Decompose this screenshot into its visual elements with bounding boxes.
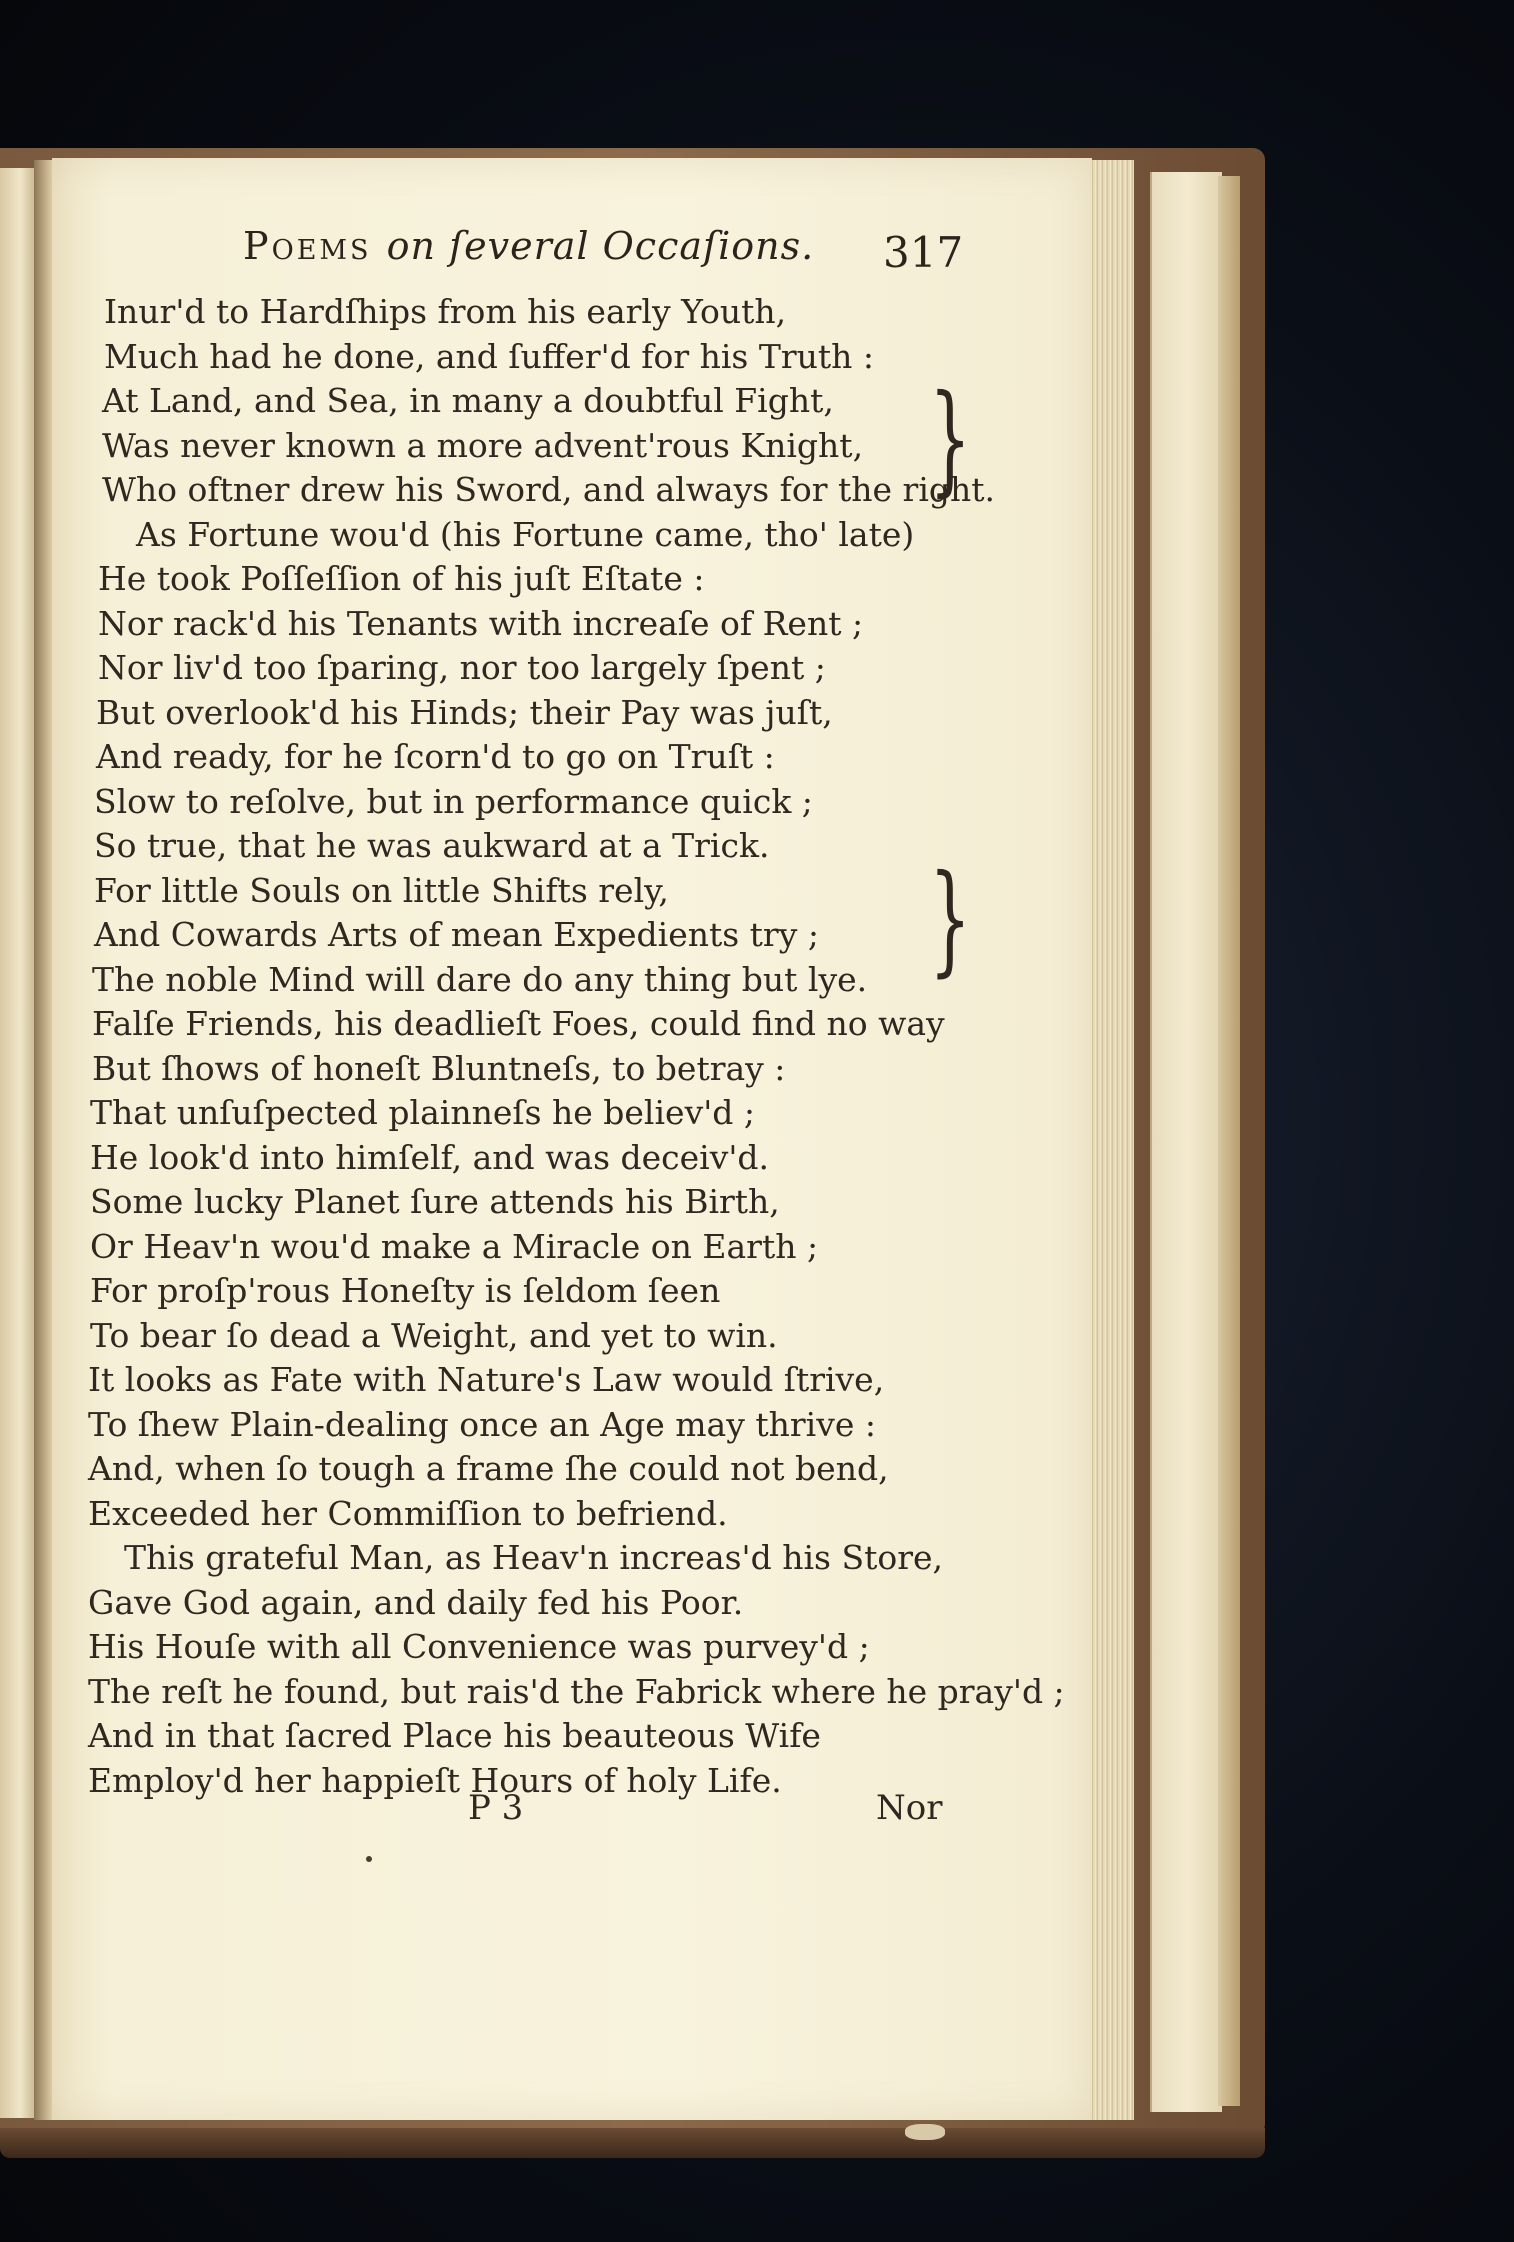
verse-line: But overlook'd his Hinds; their Pay was juſt, [96, 692, 833, 732]
verse-line: But ſhows of honeſt Bluntneſs, to betray : [92, 1048, 786, 1088]
poem-text [84, 290, 1065, 1803]
page-number: 317 [883, 228, 964, 277]
verse-line: Gave God again, and daily fed his Poor. [88, 1582, 744, 1622]
verse-line: Employ'd her happieſt Hours of holy Life. [88, 1760, 782, 1800]
verse-line: The reſt he found, but rais'd the Fabrick where he pray'd ; [88, 1671, 1065, 1711]
verse-line: To bear ſo dead a Weight, and yet to win. [90, 1315, 778, 1355]
underlying-pages [1150, 172, 1222, 2112]
verse-line: At Land, and Sea, in many a doubtful Fight, [102, 381, 834, 420]
facing-page-edge [0, 168, 34, 2118]
verse-line: It looks as Fate with Nature's Law would ſtrive, [88, 1360, 885, 1399]
verse-line: And ready, for he ſcorn'd to go on Truſt : [96, 737, 775, 776]
cover-wear [905, 2124, 945, 2140]
catchword: Nor [876, 1788, 943, 1828]
verse-line: So true, that he was aukward at a Trick. [94, 826, 770, 865]
verse-line: His Houſe with all Convenience was purvey'd ; [88, 1627, 870, 1666]
verse-line: The noble Mind will dare do any thing but lye. [92, 959, 868, 999]
running-title-caps: Poems [243, 224, 372, 268]
verse-line: And, when ſo tough a frame ſhe could not bend, [88, 1449, 889, 1488]
book-board-edge [0, 2128, 1265, 2158]
signature-mark: P 3 [468, 1788, 524, 1828]
verse-line: Nor liv'd too ſparing, nor too largely ſpent ; [98, 648, 826, 687]
page-header [243, 218, 963, 278]
verse-line: Some lucky Planet ſure attends his Birth, [90, 1182, 780, 1221]
triplet-brace-icon: } [929, 370, 972, 509]
verse-line: Was never known a more advent'rous Knight, [102, 425, 864, 465]
triplet-brace-icon: } [929, 850, 972, 989]
verse-line: Exceeded her Commiſſion to befriend. [88, 1493, 728, 1533]
verse-line: For little Souls on little Shifts rely, [94, 870, 669, 910]
verse-line: Slow to reſolve, but in performance quick ; [94, 781, 813, 821]
verse-line: Inur'd to Hardſhips from his early Youth, [104, 292, 787, 331]
verse-line: And Cowards Arts of mean Expedients try ; [94, 915, 819, 954]
verse-line: He look'd into himſelf, and was deceiv'd. [90, 1137, 770, 1177]
verse-line: This grateful Man, as Heav'n increas'd his Store, [124, 1538, 944, 1577]
verse-line: And in that ſacred Place his beauteous Wife [88, 1716, 821, 1755]
verse-line: Falſe Friends, his deadlieſt Foes, could find no way [92, 1004, 945, 1043]
verse-line: Or Heav'n wou'd make a Miracle on Earth ; [90, 1226, 819, 1266]
running-title [243, 224, 814, 268]
verse-line: To ſhew Plain-dealing once an Age may thrive : [88, 1404, 876, 1444]
verse-line: Much had he done, and ſuffer'd for his Truth : [104, 336, 875, 376]
verse-line: For proſp'rous Honeſty is ſeldom ſeen [90, 1271, 721, 1310]
ink-speck [366, 1856, 372, 1862]
verse-line: Who oftner drew his Sword, and always for the right. [102, 470, 996, 509]
verse-line: He took Poſſeſſion of his juſt Eſtate : [98, 559, 705, 598]
verse-line: That unſuſpected plainneſs he believ'd ; [90, 1093, 756, 1132]
running-title-rest: on ſeveral Occaſions. [386, 224, 815, 268]
underlying-pages-edge [1218, 176, 1240, 2106]
verse-line: As Fortune wou'd (his Fortune came, tho' late) [136, 514, 915, 554]
verse-line: Nor rack'd his Tenants with increaſe of Rent ; [98, 603, 864, 643]
